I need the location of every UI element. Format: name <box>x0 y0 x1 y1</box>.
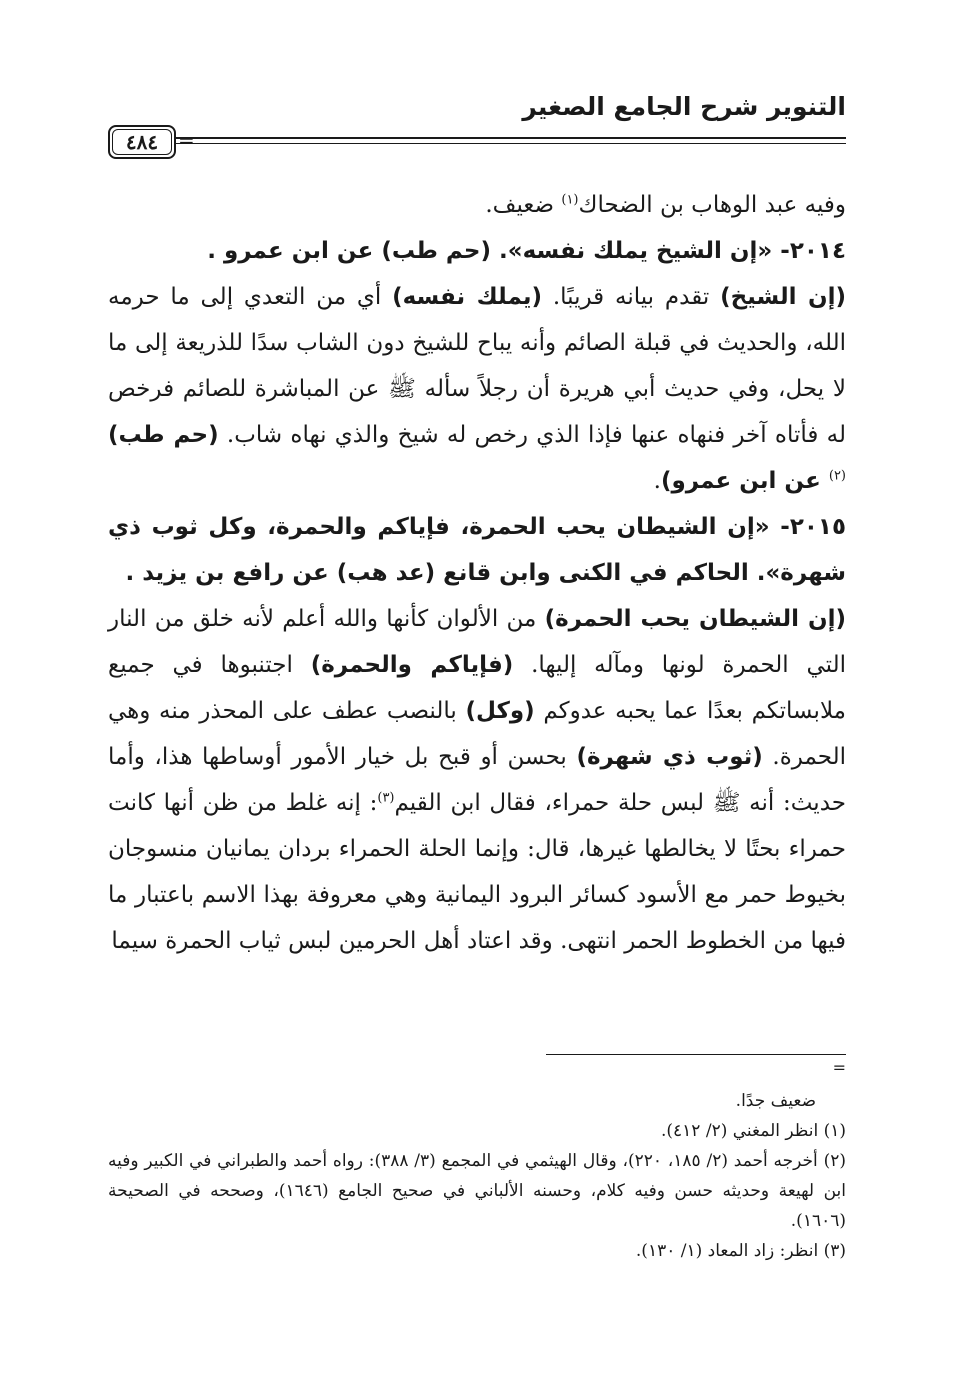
header-rule-thick <box>108 137 846 139</box>
footnote-rule <box>546 1054 846 1055</box>
footnote-3: (٣) انظر: زاد المعاد (١/ ١٣٠). <box>635 1241 846 1261</box>
footnote-ref-3[interactable]: (٣) <box>377 790 395 806</box>
main-text <box>108 182 846 964</box>
footnote-continued: ضعيف جدًا. <box>735 1091 816 1111</box>
hadith-2015-commentary: (إن الشيطان يحب الحمرة) من الألوان كأنها والله أعلم لأنه خلق من النار التي الحمرة لونها ومآله إليها. (فإياكم والحمرة) اجتنبوها في جميع ملابساتكم بعدًا عما يحبه عدوكم (وكل) بالنصب عطف على المحذر منه وهي الحمرة. (ثوب ذي شهرة) بحسن أو قبح بل خيار الأمور أوساطها هذا، وأما حديث: أنه ﷺ لبس حلة حمراء، فقال ابن القيم$^{(٣)}$: إنه غلط من ظن أنها كانت حمراء بحتًا لا يخالطها غيرها، قال: وإنما الحلة الحمراء بردان يمانيان منسوجان بخيوط حمر مع الأسود كسائر البرود اليمانية وهي معروفة بهذا الاسم باعتبار ما فيها من الخطوط الحمر انتهى. وقد اعتاد أهل الحرمين لبس ثياب الحمرة سيما <box>108 606 847 954</box>
footnote-1: (١) انظر المغني (٢/ ٤١٢). <box>660 1121 846 1141</box>
hadith-2015-heading: ٢٠١٥- «إن الشيطان يحب الحمرة، فإياكم والحمرة، وكل ثوب ذي شهرة». الحاكم في الكنى وابن قانع (عد هب) عن رافع بن يزيد . <box>108 514 846 586</box>
hadith-2014-commentary: (إن الشيخ) تقدم بيانه قريبًا. (يملك نفسه) أي من التعدي إلى ما حرمه الله، والحديث في قبلة الصائم وأنه يباح للشيخ دون الشاب سدًا للذريعة إلى ما لا يحل، وفي حديث أبي هريرة أن رجلاً سأله ﷺ عن المباشرة للصائم فرخص له فأتاه آخر فنهاه عنها فإذا الذي رخص له شيخ والذي نهاه شاب. (حم طب)$^{(٢)}$ عن ابن عمرو). <box>108 284 847 494</box>
page-number: ٤٨٤ <box>125 130 159 154</box>
hadith-2014-heading: ٢٠١٤- «إن الشيخ يملك نفسه». (حم طب) عن ابن عمرو . <box>207 238 846 264</box>
page-number-box <box>108 125 176 159</box>
paragraph-continuation: وفيه عبد الوهاب بن الضحاك$^{(١)}$ ضعيف. <box>485 192 846 218</box>
running-header-title: التنوير شرح الجامع الصغير <box>522 92 846 121</box>
footnote-ref-2[interactable]: (٢) <box>828 468 846 484</box>
header-continuation-mark: = <box>178 128 195 152</box>
footnote-continuation-mark: = <box>832 1058 846 1077</box>
footnote-2: (٢) أخرجه أحمد (٢/ ١٨٥، ٢٢٠)، وقال الهيثمي في المجمع (٣/ ٣٨٨): رواه أحمد والطبراني في الكبير وفيه ابن لهيعة وحديثه حسن وفيه كلام، وحسنه الألباني في صحيح الجامع (١٦٤٦)، وصححه في الصحيحة (١٦٠٦). <box>108 1151 847 1231</box>
header-rule-thin <box>108 143 846 144</box>
footnote-ref-1[interactable]: (١) <box>561 192 579 208</box>
footnotes <box>108 1086 846 1266</box>
